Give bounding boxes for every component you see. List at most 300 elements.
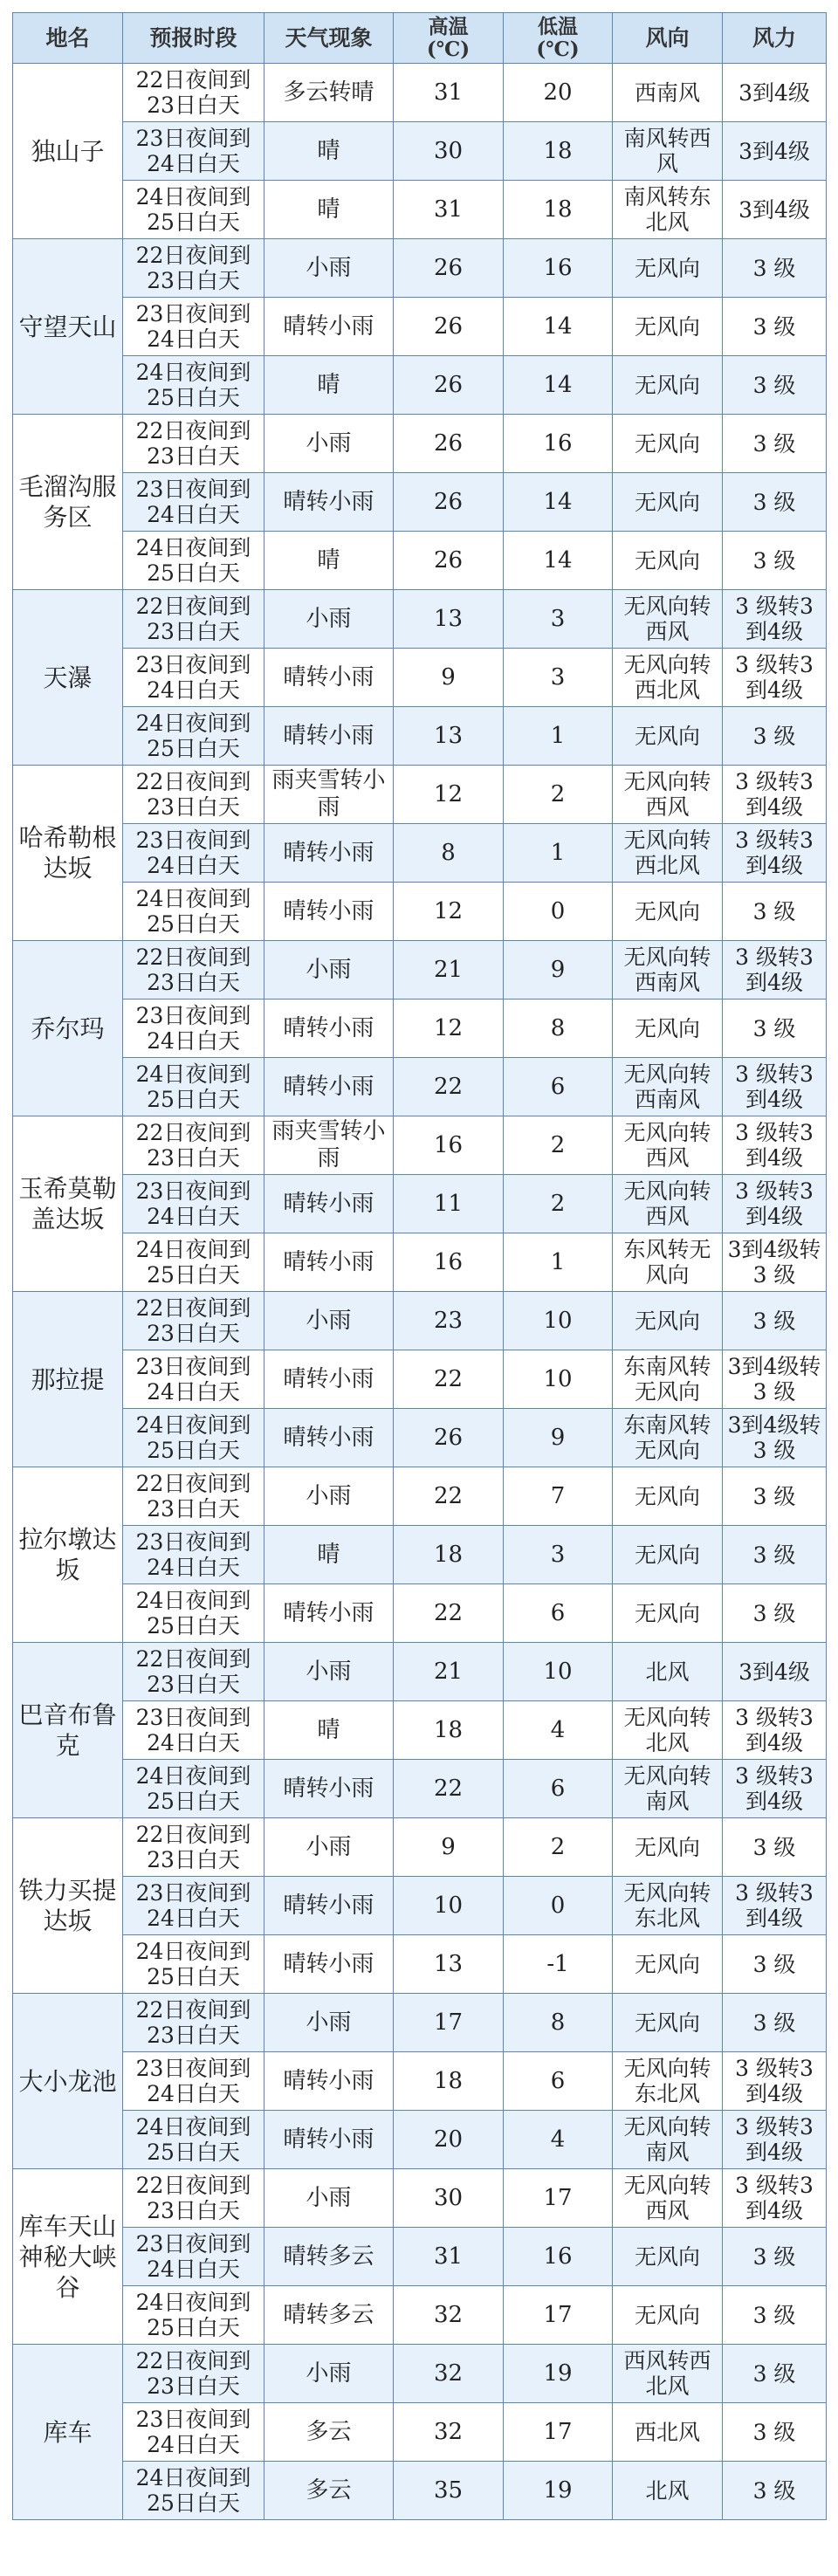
wind-force-cell: 3到4级转3 级 xyxy=(723,1350,827,1409)
high-temp-cell: 13 xyxy=(394,707,504,766)
weather-cell: 小雨 xyxy=(264,239,394,298)
high-temp-cell: 13 xyxy=(394,590,504,649)
wind-force-cell: 3 级 xyxy=(723,2228,827,2286)
wind-direction-cell: 无风向 xyxy=(613,473,723,532)
low-temp-cell: 14 xyxy=(504,473,613,532)
high-temp-cell: 20 xyxy=(394,2111,504,2169)
wind-force-cell: 3 级转3到4级 xyxy=(723,1116,827,1175)
wind-force-cell: 3到4级 xyxy=(723,181,827,239)
table-row xyxy=(13,1935,827,1994)
high-temp-cell: 21 xyxy=(394,941,504,999)
period-cell: 24日夜间到25日白天 xyxy=(123,2286,264,2345)
table-row xyxy=(13,1877,827,1935)
period-cell: 22日夜间到23日白天 xyxy=(123,1643,264,1701)
wind-direction-cell: 无风向 xyxy=(613,1584,723,1643)
wind-direction-cell: 南风转东北风 xyxy=(613,181,723,239)
weather-cell: 晴转小雨 xyxy=(264,649,394,707)
high-temp-cell: 13 xyxy=(394,1935,504,1994)
weather-cell: 小雨 xyxy=(264,941,394,999)
table-row xyxy=(13,999,827,1058)
wind-direction-cell: 无风向 xyxy=(613,2286,723,2345)
wind-direction-cell: 无风向 xyxy=(613,415,723,473)
table-row xyxy=(13,2052,827,2111)
high-temp-cell: 32 xyxy=(394,2403,504,2462)
location-group xyxy=(13,415,827,590)
weather-cell: 晴转小雨 xyxy=(264,1584,394,1643)
wind-direction-cell: 无风向转西北风 xyxy=(613,824,723,883)
wind-direction-cell: 无风向 xyxy=(613,1526,723,1584)
period-cell: 23日夜间到24日白天 xyxy=(123,122,264,181)
low-temp-cell: 6 xyxy=(504,2052,613,2111)
wind-force-cell: 3到4级 xyxy=(723,122,827,181)
table-row xyxy=(13,2345,827,2403)
period-cell: 22日夜间到23日白天 xyxy=(123,1292,264,1350)
low-temp-cell: 4 xyxy=(504,1701,613,1760)
table-row xyxy=(13,707,827,766)
wind-force-cell: 3 级 xyxy=(723,298,827,356)
high-temp-cell: 18 xyxy=(394,2052,504,2111)
weather-cell: 晴转小雨 xyxy=(264,1760,394,1818)
low-temp-cell: 2 xyxy=(504,1116,613,1175)
weather-cell: 晴转小雨 xyxy=(264,2111,394,2169)
low-temp-cell: 1 xyxy=(504,1233,613,1292)
high-temp-cell: 32 xyxy=(394,2345,504,2403)
table-row xyxy=(13,1467,827,1526)
wind-direction-cell: 无风向 xyxy=(613,999,723,1058)
location-group xyxy=(13,2345,827,2520)
weather-cell: 晴转小雨 xyxy=(264,999,394,1058)
table-row xyxy=(13,1116,827,1175)
table-row xyxy=(13,239,827,298)
period-cell: 22日夜间到23日白天 xyxy=(123,590,264,649)
wind-direction-cell: 东南风转无风向 xyxy=(613,1409,723,1467)
period-cell: 24日夜间到25日白天 xyxy=(123,1935,264,1994)
wind-force-cell: 3 级 xyxy=(723,707,827,766)
header-low-unit: (℃) xyxy=(536,37,580,61)
period-cell: 24日夜间到25日白天 xyxy=(123,356,264,415)
location-name: 铁力买提达坂 xyxy=(13,1818,123,1994)
period-cell: 23日夜间到24日白天 xyxy=(123,2228,264,2286)
low-temp-cell: 20 xyxy=(504,64,613,122)
high-temp-cell: 22 xyxy=(394,1760,504,1818)
low-temp-cell: 6 xyxy=(504,1760,613,1818)
high-temp-cell: 12 xyxy=(394,999,504,1058)
weather-cell: 晴 xyxy=(264,532,394,590)
location-group xyxy=(13,590,827,766)
table-row xyxy=(13,1643,827,1701)
period-cell: 24日夜间到25日白天 xyxy=(123,2111,264,2169)
wind-force-cell: 3到4级转3 级 xyxy=(723,1233,827,1292)
period-cell: 23日夜间到24日白天 xyxy=(123,824,264,883)
high-temp-cell: 23 xyxy=(394,1292,504,1350)
wind-force-cell: 3 级转3到4级 xyxy=(723,2169,827,2228)
table-header xyxy=(13,13,827,64)
high-temp-cell: 30 xyxy=(394,2169,504,2228)
period-cell: 22日夜间到23日白天 xyxy=(123,1116,264,1175)
wind-direction-cell: 东风转无风向 xyxy=(613,1233,723,1292)
wind-force-cell: 3 级转3到4级 xyxy=(723,766,827,824)
high-temp-cell: 12 xyxy=(394,766,504,824)
weather-cell: 晴转小雨 xyxy=(264,1350,394,1409)
table-row xyxy=(13,1584,827,1643)
period-cell: 22日夜间到23日白天 xyxy=(123,1818,264,1877)
location-group xyxy=(13,1292,827,1467)
wind-direction-cell: 无风向转西风 xyxy=(613,2169,723,2228)
period-cell: 24日夜间到25日白天 xyxy=(123,181,264,239)
wind-force-cell: 3 级转3到4级 xyxy=(723,590,827,649)
period-cell: 24日夜间到25日白天 xyxy=(123,1760,264,1818)
low-temp-cell: -1 xyxy=(504,1935,613,1994)
low-temp-cell: 9 xyxy=(504,1409,613,1467)
wind-direction-cell: 西南风 xyxy=(613,64,723,122)
low-temp-cell: 18 xyxy=(504,181,613,239)
period-cell: 23日夜间到24日白天 xyxy=(123,1701,264,1760)
wind-force-cell: 3 级 xyxy=(723,415,827,473)
header-low xyxy=(504,13,613,64)
location-group xyxy=(13,64,827,239)
low-temp-cell: 8 xyxy=(504,999,613,1058)
table-row xyxy=(13,1058,827,1116)
period-cell: 22日夜间到23日白天 xyxy=(123,1994,264,2052)
wind-force-cell: 3 级转3到4级 xyxy=(723,824,827,883)
weather-cell: 晴转小雨 xyxy=(264,824,394,883)
location-name: 毛溜沟服务区 xyxy=(13,415,123,590)
location-group xyxy=(13,1994,827,2169)
high-temp-cell: 21 xyxy=(394,1643,504,1701)
weather-cell: 晴 xyxy=(264,122,394,181)
low-temp-cell: 17 xyxy=(504,2169,613,2228)
table-row xyxy=(13,1233,827,1292)
wind-force-cell: 3 级 xyxy=(723,2286,827,2345)
wind-direction-cell: 无风向转西北风 xyxy=(613,649,723,707)
period-cell: 22日夜间到23日白天 xyxy=(123,941,264,999)
location-name: 库车天山神秘大峡谷 xyxy=(13,2169,123,2345)
wind-force-cell: 3 级转3到4级 xyxy=(723,941,827,999)
low-temp-cell: 2 xyxy=(504,1175,613,1233)
table-row xyxy=(13,1409,827,1467)
low-temp-cell: 14 xyxy=(504,532,613,590)
table-row xyxy=(13,356,827,415)
weather-cell: 晴转小雨 xyxy=(264,298,394,356)
high-temp-cell: 12 xyxy=(394,883,504,941)
high-temp-cell: 32 xyxy=(394,2286,504,2345)
wind-direction-cell: 无风向转西南风 xyxy=(613,941,723,999)
wind-direction-cell: 无风向 xyxy=(613,1935,723,1994)
wind-force-cell: 3 级 xyxy=(723,1818,827,1877)
wind-direction-cell: 无风向转南风 xyxy=(613,1760,723,1818)
header-wind-force: 风力 xyxy=(723,13,827,64)
period-cell: 23日夜间到24日白天 xyxy=(123,2403,264,2462)
table-row xyxy=(13,122,827,181)
location-name: 大小龙池 xyxy=(13,1994,123,2169)
weather-cell: 晴 xyxy=(264,1701,394,1760)
table-row xyxy=(13,1701,827,1760)
high-temp-cell: 31 xyxy=(394,64,504,122)
table-row xyxy=(13,1818,827,1877)
period-cell: 24日夜间到25日白天 xyxy=(123,1058,264,1116)
low-temp-cell: 0 xyxy=(504,1877,613,1935)
period-cell: 24日夜间到25日白天 xyxy=(123,1233,264,1292)
wind-force-cell: 3 级 xyxy=(723,2403,827,2462)
table-row xyxy=(13,2462,827,2520)
low-temp-cell: 14 xyxy=(504,356,613,415)
wind-direction-cell: 无风向转北风 xyxy=(613,1701,723,1760)
low-temp-cell: 18 xyxy=(504,122,613,181)
low-temp-cell: 9 xyxy=(504,941,613,999)
high-temp-cell: 9 xyxy=(394,649,504,707)
weather-cell: 小雨 xyxy=(264,1643,394,1701)
period-cell: 24日夜间到25日白天 xyxy=(123,1584,264,1643)
weather-cell: 小雨 xyxy=(264,1292,394,1350)
weather-cell: 晴转多云 xyxy=(264,2228,394,2286)
wind-force-cell: 3到4级转3 级 xyxy=(723,1409,827,1467)
high-temp-cell: 35 xyxy=(394,2462,504,2520)
wind-force-cell: 3 级 xyxy=(723,1292,827,1350)
high-temp-cell: 31 xyxy=(394,2228,504,2286)
period-cell: 23日夜间到24日白天 xyxy=(123,2052,264,2111)
weather-cell: 多云 xyxy=(264,2403,394,2462)
low-temp-cell: 1 xyxy=(504,707,613,766)
low-temp-cell: 3 xyxy=(504,1526,613,1584)
wind-direction-cell: 无风向 xyxy=(613,1994,723,2052)
high-temp-cell: 9 xyxy=(394,1818,504,1877)
location-group xyxy=(13,1116,827,1292)
location-name: 天瀑 xyxy=(13,590,123,766)
wind-direction-cell: 东南风转无风向 xyxy=(613,1350,723,1409)
location-name: 巴音布鲁克 xyxy=(13,1643,123,1818)
period-cell: 24日夜间到25日白天 xyxy=(123,2462,264,2520)
low-temp-cell: 1 xyxy=(504,824,613,883)
forecast-table-container xyxy=(12,12,826,2520)
period-cell: 22日夜间到23日白天 xyxy=(123,239,264,298)
location-name: 玉希莫勒盖达坂 xyxy=(13,1116,123,1292)
location-group xyxy=(13,941,827,1116)
location-group xyxy=(13,766,827,941)
location-name: 库车 xyxy=(13,2345,123,2520)
wind-direction-cell: 南风转西风 xyxy=(613,122,723,181)
wind-direction-cell: 无风向转西风 xyxy=(613,590,723,649)
table-row xyxy=(13,532,827,590)
weather-cell: 小雨 xyxy=(264,1818,394,1877)
high-temp-cell: 30 xyxy=(394,122,504,181)
table-row xyxy=(13,415,827,473)
period-cell: 22日夜间到23日白天 xyxy=(123,2169,264,2228)
weather-cell: 晴转多云 xyxy=(264,2286,394,2345)
location-group xyxy=(13,1467,827,1643)
high-temp-cell: 11 xyxy=(394,1175,504,1233)
low-temp-cell: 6 xyxy=(504,1058,613,1116)
table-row xyxy=(13,2228,827,2286)
wind-direction-cell: 无风向 xyxy=(613,883,723,941)
forecast-table xyxy=(12,12,827,2520)
header-high xyxy=(394,13,504,64)
wind-direction-cell: 无风向 xyxy=(613,532,723,590)
low-temp-cell: 6 xyxy=(504,1584,613,1643)
wind-direction-cell: 无风向 xyxy=(613,356,723,415)
location-name: 乔尔玛 xyxy=(13,941,123,1116)
location-name: 守望天山 xyxy=(13,239,123,415)
location-name: 哈希勒根达坂 xyxy=(13,766,123,941)
period-cell: 23日夜间到24日白天 xyxy=(123,649,264,707)
weather-cell: 小雨 xyxy=(264,2169,394,2228)
wind-direction-cell: 无风向转东北风 xyxy=(613,1877,723,1935)
header-period: 预报时段 xyxy=(123,13,264,64)
wind-force-cell: 3 级 xyxy=(723,1584,827,1643)
table-row xyxy=(13,1292,827,1350)
wind-direction-cell: 西北风 xyxy=(613,2403,723,2462)
wind-force-cell: 3 级转3到4级 xyxy=(723,1701,827,1760)
wind-force-cell: 3到4级 xyxy=(723,1643,827,1701)
weather-cell: 晴转小雨 xyxy=(264,883,394,941)
period-cell: 24日夜间到25日白天 xyxy=(123,707,264,766)
high-temp-cell: 26 xyxy=(394,239,504,298)
low-temp-cell: 16 xyxy=(504,239,613,298)
period-cell: 22日夜间到23日白天 xyxy=(123,766,264,824)
header-high-label: 高温 xyxy=(428,14,469,38)
wind-direction-cell: 无风向 xyxy=(613,298,723,356)
weather-cell: 小雨 xyxy=(264,415,394,473)
table-row xyxy=(13,824,827,883)
period-cell: 22日夜间到23日白天 xyxy=(123,64,264,122)
weather-cell: 晴转小雨 xyxy=(264,1058,394,1116)
wind-direction-cell: 无风向转西风 xyxy=(613,1175,723,1233)
wind-direction-cell: 无风向 xyxy=(613,707,723,766)
wind-force-cell: 3 级 xyxy=(723,473,827,532)
wind-force-cell: 3 级转3到4级 xyxy=(723,1877,827,1935)
period-cell: 23日夜间到24日白天 xyxy=(123,1350,264,1409)
location-name: 独山子 xyxy=(13,64,123,239)
high-temp-cell: 26 xyxy=(394,473,504,532)
low-temp-cell: 16 xyxy=(504,415,613,473)
low-temp-cell: 3 xyxy=(504,649,613,707)
wind-force-cell: 3 级转3到4级 xyxy=(723,649,827,707)
weather-cell: 小雨 xyxy=(264,1994,394,2052)
wind-direction-cell: 无风向 xyxy=(613,239,723,298)
header-low-label: 低温 xyxy=(538,14,578,38)
low-temp-cell: 10 xyxy=(504,1292,613,1350)
wind-force-cell: 3 级 xyxy=(723,1994,827,2052)
high-temp-cell: 31 xyxy=(394,181,504,239)
location-group xyxy=(13,2169,827,2345)
weather-cell: 雨夹雪转小雨 xyxy=(264,1116,394,1175)
low-temp-cell: 2 xyxy=(504,766,613,824)
low-temp-cell: 17 xyxy=(504,2286,613,2345)
wind-force-cell: 3 级 xyxy=(723,1526,827,1584)
period-cell: 24日夜间到25日白天 xyxy=(123,1409,264,1467)
wind-force-cell: 3 级 xyxy=(723,532,827,590)
table-row xyxy=(13,298,827,356)
table-row xyxy=(13,1526,827,1584)
high-temp-cell: 16 xyxy=(394,1116,504,1175)
period-cell: 23日夜间到24日白天 xyxy=(123,1175,264,1233)
table-row xyxy=(13,2111,827,2169)
high-temp-cell: 16 xyxy=(394,1233,504,1292)
wind-direction-cell: 无风向 xyxy=(613,2228,723,2286)
wind-force-cell: 3 级转3到4级 xyxy=(723,2111,827,2169)
weather-cell: 晴转小雨 xyxy=(264,2052,394,2111)
period-cell: 23日夜间到24日白天 xyxy=(123,1526,264,1584)
wind-force-cell: 3 级 xyxy=(723,999,827,1058)
high-temp-cell: 26 xyxy=(394,532,504,590)
table-row xyxy=(13,1350,827,1409)
low-temp-cell: 3 xyxy=(504,590,613,649)
table-row xyxy=(13,2403,827,2462)
period-cell: 22日夜间到23日白天 xyxy=(123,1467,264,1526)
table-row xyxy=(13,64,827,122)
weather-cell: 晴转小雨 xyxy=(264,1409,394,1467)
weather-cell: 晴转小雨 xyxy=(264,707,394,766)
low-temp-cell: 10 xyxy=(504,1350,613,1409)
table-row xyxy=(13,590,827,649)
weather-cell: 晴转小雨 xyxy=(264,1233,394,1292)
wind-direction-cell: 北风 xyxy=(613,1643,723,1701)
location-name: 那拉提 xyxy=(13,1292,123,1467)
wind-direction-cell: 西风转西北风 xyxy=(613,2345,723,2403)
location-group xyxy=(13,239,827,415)
weather-cell: 雨夹雪转小雨 xyxy=(264,766,394,824)
high-temp-cell: 26 xyxy=(394,415,504,473)
header-wind-dir: 风向 xyxy=(613,13,723,64)
table-row xyxy=(13,941,827,999)
table-row xyxy=(13,2169,827,2228)
wind-direction-cell: 无风向转西风 xyxy=(613,1116,723,1175)
high-temp-cell: 8 xyxy=(394,824,504,883)
wind-force-cell: 3到4级 xyxy=(723,64,827,122)
high-temp-cell: 18 xyxy=(394,1701,504,1760)
weather-cell: 晴转小雨 xyxy=(264,473,394,532)
period-cell: 23日夜间到24日白天 xyxy=(123,473,264,532)
high-temp-cell: 26 xyxy=(394,356,504,415)
high-temp-cell: 22 xyxy=(394,1467,504,1526)
high-temp-cell: 17 xyxy=(394,1994,504,2052)
weather-cell: 多云转晴 xyxy=(264,64,394,122)
weather-cell: 小雨 xyxy=(264,2345,394,2403)
high-temp-cell: 22 xyxy=(394,1350,504,1409)
table-row xyxy=(13,2286,827,2345)
wind-force-cell: 3 级 xyxy=(723,2462,827,2520)
low-temp-cell: 7 xyxy=(504,1467,613,1526)
low-temp-cell: 14 xyxy=(504,298,613,356)
high-temp-cell: 22 xyxy=(394,1584,504,1643)
weather-cell: 晴转小雨 xyxy=(264,1935,394,1994)
wind-force-cell: 3 级转3到4级 xyxy=(723,1058,827,1116)
wind-force-cell: 3 级转3到4级 xyxy=(723,1175,827,1233)
high-temp-cell: 10 xyxy=(394,1877,504,1935)
wind-force-cell: 3 级 xyxy=(723,883,827,941)
table-row xyxy=(13,1760,827,1818)
wind-force-cell: 3 级 xyxy=(723,1467,827,1526)
period-cell: 22日夜间到23日白天 xyxy=(123,2345,264,2403)
header-high-unit: (℃) xyxy=(426,37,471,61)
wind-direction-cell: 无风向 xyxy=(613,1818,723,1877)
table-row xyxy=(13,181,827,239)
low-temp-cell: 16 xyxy=(504,2228,613,2286)
wind-direction-cell: 无风向转东北风 xyxy=(613,2052,723,2111)
high-temp-cell: 18 xyxy=(394,1526,504,1584)
weather-cell: 晴 xyxy=(264,356,394,415)
high-temp-cell: 26 xyxy=(394,298,504,356)
low-temp-cell: 4 xyxy=(504,2111,613,2169)
low-temp-cell: 2 xyxy=(504,1818,613,1877)
low-temp-cell: 8 xyxy=(504,1994,613,2052)
header-location: 地名 xyxy=(13,13,123,64)
low-temp-cell: 19 xyxy=(504,2345,613,2403)
table-row xyxy=(13,473,827,532)
wind-force-cell: 3 级 xyxy=(723,1935,827,1994)
high-temp-cell: 26 xyxy=(394,1409,504,1467)
weather-cell: 小雨 xyxy=(264,590,394,649)
period-cell: 23日夜间到24日白天 xyxy=(123,999,264,1058)
